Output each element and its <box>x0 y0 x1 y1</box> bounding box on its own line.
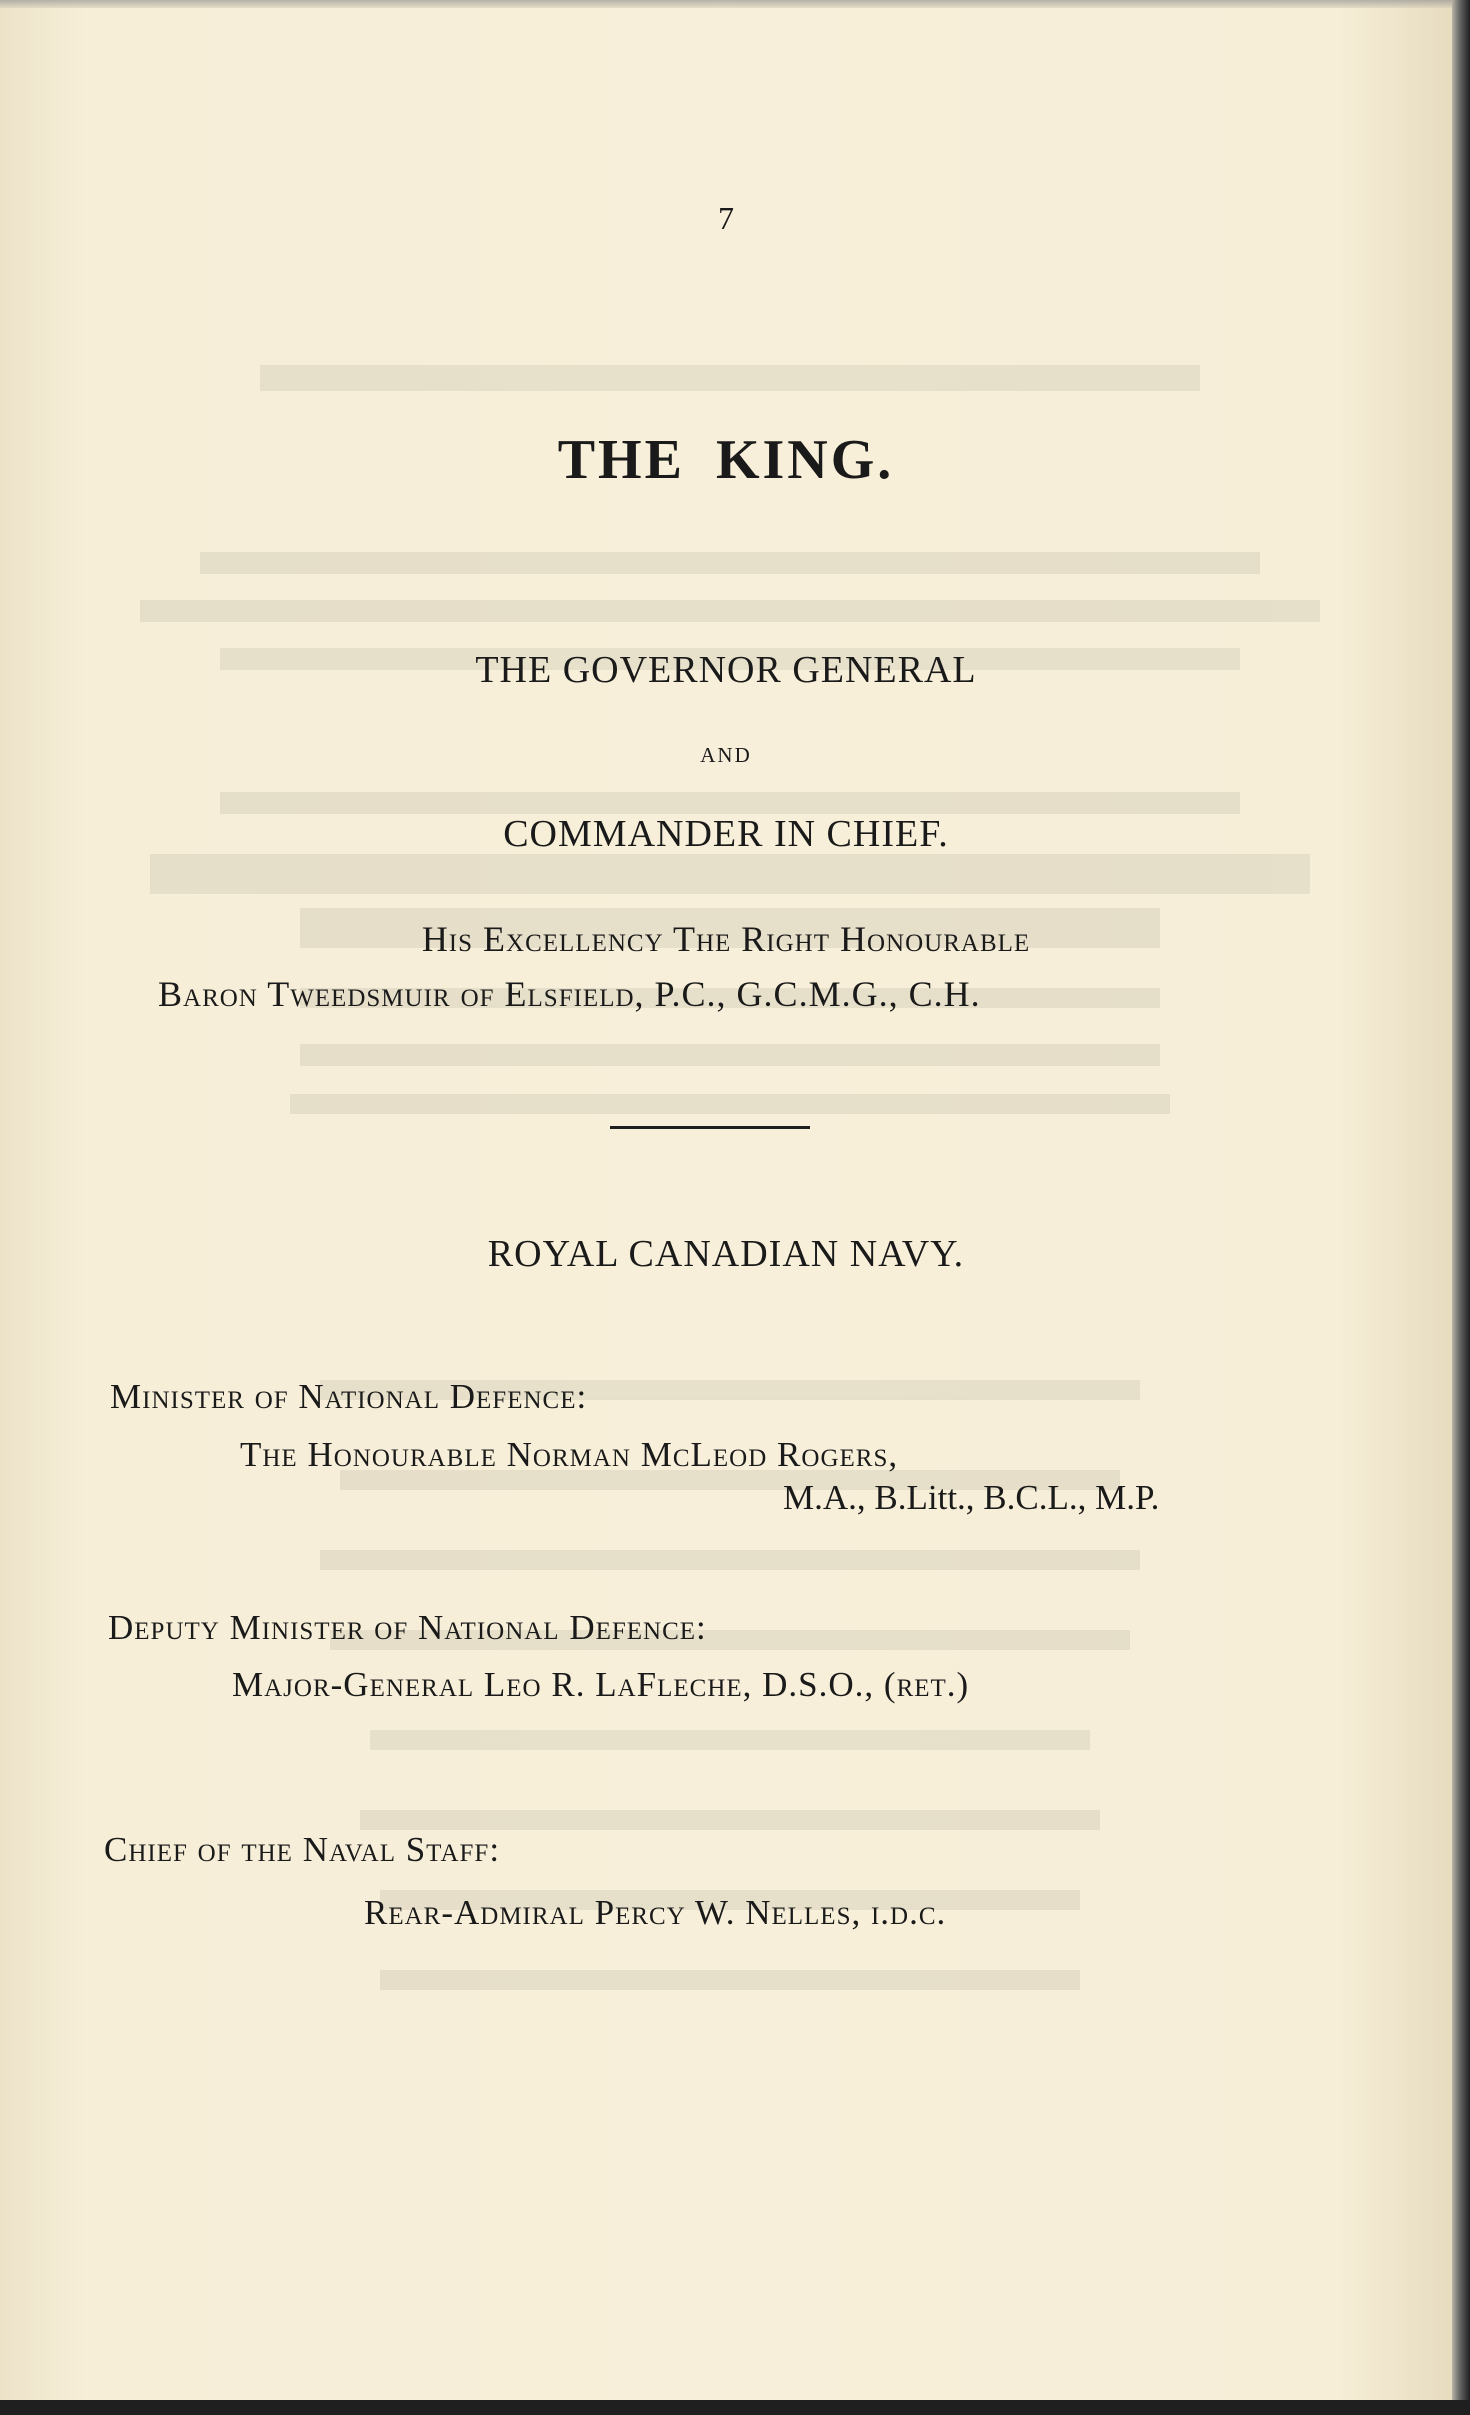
governor-heading-line1: THE GOVERNOR GENERAL <box>475 649 977 691</box>
page-right-edge <box>1452 0 1470 2415</box>
page-bottom-edge <box>0 2400 1470 2415</box>
chief-naval-staff-name: Rear-Admiral Percy W. Nelles, i.d.c. <box>364 1893 947 1932</box>
page-number: 7 <box>718 200 734 236</box>
governor-heading-conjunction: AND <box>700 743 752 767</box>
governor-name-line2: Baron Tweedsmuir of Elsfield, P.C., G.C.M.G., C.H. <box>158 974 981 1014</box>
bleed-through-block-1 <box>140 355 1320 415</box>
page-top-edge <box>0 0 1470 8</box>
section-divider <box>610 1126 810 1129</box>
minister-name-line1: The Honourable Norman McLeod Rogers, <box>240 1435 899 1474</box>
minister-name-line2: M.A., B.Litt., B.C.L., M.P. <box>783 1478 1160 1517</box>
deputy-minister-position: Deputy Minister of National Defence: <box>108 1608 707 1647</box>
deputy-minister-name: Major-General Leo R. LaFleche, D.S.O., (ret.) <box>232 1665 970 1704</box>
minister-position: Minister of National Defence: <box>110 1377 588 1416</box>
governor-name-line1: His Excellency The Right Honourable <box>421 919 1031 959</box>
chief-naval-staff-position: Chief of the Naval Staff: <box>104 1830 501 1869</box>
page-title: THE KING. <box>557 429 895 491</box>
section-heading: ROYAL CANADIAN NAVY. <box>487 1233 965 1275</box>
governor-heading-line2: COMMANDER IN CHIEF. <box>503 813 949 855</box>
